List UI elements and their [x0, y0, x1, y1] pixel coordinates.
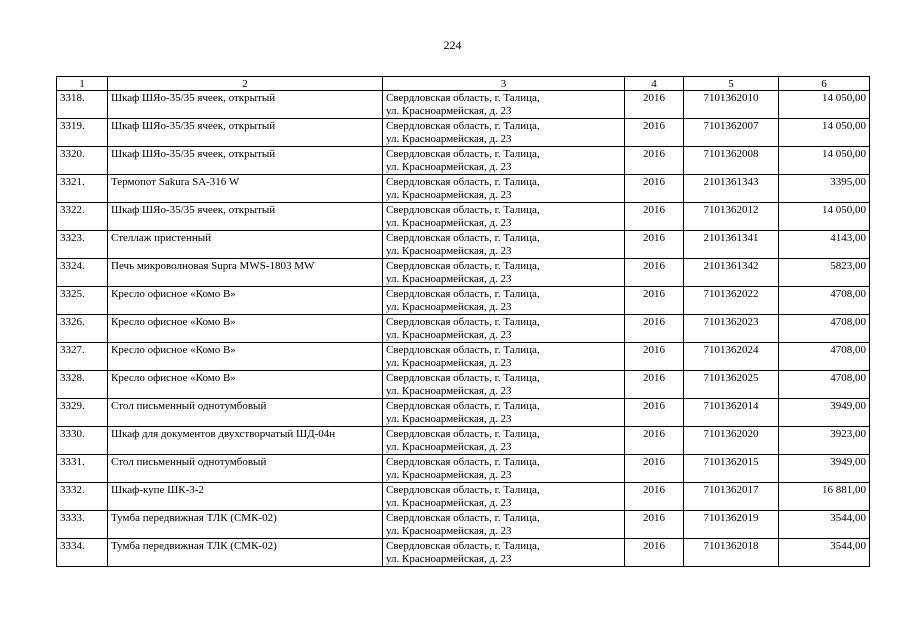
table-row: [57, 231, 870, 259]
address-line-region: Свердловская область, г. Талица,: [386, 428, 540, 440]
item-name: Шкаф ШЯо-35/35 ячеек, открытый: [108, 91, 383, 119]
row-number: 3332.: [57, 483, 108, 511]
item-year: 2016: [625, 147, 684, 175]
table-row: [57, 175, 870, 203]
row-number: 3330.: [57, 427, 108, 455]
page-number: 224: [443, 38, 462, 52]
row-number: 3323.: [57, 231, 108, 259]
item-year: 2016: [625, 315, 684, 343]
table-row: [57, 455, 870, 483]
row-number: 3331.: [57, 455, 108, 483]
item-cost: 3544,00: [779, 539, 870, 567]
address-line-street: ул. Красноармейская, д. 23: [386, 329, 512, 341]
address-line-street: ул. Красноармейская, д. 23: [386, 273, 512, 285]
item-address: [383, 483, 625, 511]
table-row: [57, 371, 870, 399]
item-name: Шкаф ШЯо-35/35 ячеек, открытый: [108, 119, 383, 147]
item-address: [383, 91, 625, 119]
address-line-region: Свердловская область, г. Талица,: [386, 456, 540, 468]
item-year: 2016: [625, 539, 684, 567]
item-year: 2016: [625, 259, 684, 287]
row-number: 3324.: [57, 259, 108, 287]
inventory-number: 7101362025: [684, 371, 779, 399]
row-number: 3325.: [57, 287, 108, 315]
inventory-number: 2101361342: [684, 259, 779, 287]
item-address: [383, 119, 625, 147]
item-year: 2016: [625, 371, 684, 399]
table-row: [57, 399, 870, 427]
address-line-region: Свердловская область, г. Талица,: [386, 372, 540, 384]
row-number: 3321.: [57, 175, 108, 203]
address-line-street: ул. Красноармейская, д. 23: [386, 553, 512, 565]
inventory-number: 7101362010: [684, 91, 779, 119]
inventory-number: 7101362017: [684, 483, 779, 511]
item-year: 2016: [625, 287, 684, 315]
column-header-4: 4: [625, 77, 684, 91]
item-name: Стол письменный однотумбовый: [108, 455, 383, 483]
item-cost: 4143,00: [779, 231, 870, 259]
address-line-region: Свердловская область, г. Талица,: [386, 120, 540, 132]
table-row: [57, 91, 870, 119]
address-line-region: Свердловская область, г. Талица,: [386, 512, 540, 524]
inventory-number: 7101362012: [684, 203, 779, 231]
inventory-number: 7101362020: [684, 427, 779, 455]
table-header: [57, 77, 870, 91]
item-address: [383, 371, 625, 399]
item-address: [383, 287, 625, 315]
item-name: Кресло офисное «Комо В»: [108, 343, 383, 371]
address-line-region: Свердловская область, г. Талица,: [386, 288, 540, 300]
item-name: Кресло офисное «Комо В»: [108, 287, 383, 315]
item-name: Шкаф ШЯо-35/35 ячеек, открытый: [108, 147, 383, 175]
address-line-region: Свердловская область, г. Талица,: [386, 232, 540, 244]
inventory-number: 7101362015: [684, 455, 779, 483]
item-address: [383, 259, 625, 287]
item-year: 2016: [625, 483, 684, 511]
header-row: [57, 77, 870, 91]
item-cost: 3949,00: [779, 455, 870, 483]
inventory-number: 2101361341: [684, 231, 779, 259]
address-line-street: ул. Красноармейская, д. 23: [386, 469, 512, 481]
address-line-street: ул. Красноармейская, д. 23: [386, 217, 512, 229]
inventory-number: 7101362008: [684, 147, 779, 175]
address-line-region: Свердловская область, г. Талица,: [386, 204, 540, 216]
table-row: [57, 539, 870, 567]
table-row: [57, 287, 870, 315]
item-year: 2016: [625, 203, 684, 231]
inventory-number: 7101362023: [684, 315, 779, 343]
inventory-number: 2101361343: [684, 175, 779, 203]
column-header-2: 2: [108, 77, 383, 91]
row-number: 3319.: [57, 119, 108, 147]
item-year: 2016: [625, 455, 684, 483]
item-year: 2016: [625, 231, 684, 259]
column-header-1: 1: [57, 77, 108, 91]
address-line-region: Свердловская область, г. Талица,: [386, 92, 540, 104]
item-year: 2016: [625, 119, 684, 147]
item-address: [383, 399, 625, 427]
address-line-region: Свердловская область, г. Талица,: [386, 344, 540, 356]
row-number: 3326.: [57, 315, 108, 343]
address-line-street: ул. Красноармейская, д. 23: [386, 385, 512, 397]
item-address: [383, 147, 625, 175]
table-body: [57, 91, 870, 567]
table-row: [57, 483, 870, 511]
address-line-street: ул. Красноармейская, д. 23: [386, 161, 512, 173]
address-line-street: ул. Красноармейская, д. 23: [386, 525, 512, 537]
item-name: Печь микроволновая Supra MWS-1803 MW: [108, 259, 383, 287]
item-address: [383, 175, 625, 203]
item-name: Шкаф для документов двухстворчатый ШД-04н: [108, 427, 383, 455]
table-row: [57, 511, 870, 539]
address-line-street: ул. Красноармейская, д. 23: [386, 497, 512, 509]
item-year: 2016: [625, 175, 684, 203]
address-line-street: ул. Красноармейская, д. 23: [386, 301, 512, 313]
row-number: 3327.: [57, 343, 108, 371]
item-year: 2016: [625, 511, 684, 539]
item-address: [383, 315, 625, 343]
item-name: Тумба передвижная ТЛК (СМК-02): [108, 511, 383, 539]
address-line-region: Свердловская область, г. Талица,: [386, 484, 540, 496]
column-header-6: 6: [779, 77, 870, 91]
item-cost: 14 050,00: [779, 203, 870, 231]
item-cost: 4708,00: [779, 371, 870, 399]
item-address: [383, 539, 625, 567]
item-address: [383, 511, 625, 539]
address-line-street: ул. Красноармейская, д. 23: [386, 105, 512, 117]
address-line-street: ул. Красноармейская, д. 23: [386, 133, 512, 145]
item-year: 2016: [625, 399, 684, 427]
address-line-region: Свердловская область, г. Талица,: [386, 540, 540, 552]
inventory-number: 7101362007: [684, 119, 779, 147]
column-header-3: 3: [383, 77, 625, 91]
item-cost: 16 881,00: [779, 483, 870, 511]
table-row: [57, 343, 870, 371]
address-line-street: ул. Красноармейская, д. 23: [386, 245, 512, 257]
inventory-number: 7101362018: [684, 539, 779, 567]
item-cost: 4708,00: [779, 287, 870, 315]
item-name: Термопот Sakura SA-316 W: [108, 175, 383, 203]
item-address: [383, 231, 625, 259]
item-cost: 14 050,00: [779, 119, 870, 147]
item-year: 2016: [625, 427, 684, 455]
address-line-region: Свердловская область, г. Талица,: [386, 176, 540, 188]
item-cost: 3544,00: [779, 511, 870, 539]
row-number: 3322.: [57, 203, 108, 231]
address-line-region: Свердловская область, г. Талица,: [386, 148, 540, 160]
item-address: [383, 203, 625, 231]
item-cost: 3949,00: [779, 399, 870, 427]
column-header-5: 5: [684, 77, 779, 91]
item-address: [383, 427, 625, 455]
address-line-region: Свердловская область, г. Талица,: [386, 400, 540, 412]
table-row: [57, 119, 870, 147]
address-line-street: ул. Красноармейская, д. 23: [386, 357, 512, 369]
item-name: Стеллаж пристенный: [108, 231, 383, 259]
row-number: 3329.: [57, 399, 108, 427]
item-year: 2016: [625, 91, 684, 119]
table-row: [57, 203, 870, 231]
item-name: Шкаф-купе ШК-3-2: [108, 483, 383, 511]
inventory-number: 7101362022: [684, 287, 779, 315]
inventory-number: 7101362024: [684, 343, 779, 371]
property-registry-table: [56, 76, 870, 567]
item-cost: 14 050,00: [779, 147, 870, 175]
table-row: [57, 259, 870, 287]
item-cost: 5823,00: [779, 259, 870, 287]
item-cost: 3923,00: [779, 427, 870, 455]
item-name: Кресло офисное «Комо В»: [108, 371, 383, 399]
row-number: 3333.: [57, 511, 108, 539]
item-cost: 4708,00: [779, 343, 870, 371]
item-name: Шкаф ШЯо-35/35 ячеек, открытый: [108, 203, 383, 231]
item-cost: 14 050,00: [779, 91, 870, 119]
address-line-region: Свердловская область, г. Талица,: [386, 260, 540, 272]
row-number: 3318.: [57, 91, 108, 119]
address-line-street: ул. Красноармейская, д. 23: [386, 413, 512, 425]
item-name: Кресло офисное «Комо В»: [108, 315, 383, 343]
table-row: [57, 147, 870, 175]
item-name: Стол письменный однотумбовый: [108, 399, 383, 427]
address-line-street: ул. Красноармейская, д. 23: [386, 441, 512, 453]
item-name: Тумба передвижная ТЛК (СМК-02): [108, 539, 383, 567]
table-row: [57, 315, 870, 343]
inventory-number: 7101362019: [684, 511, 779, 539]
table-row: [57, 427, 870, 455]
row-number: 3328.: [57, 371, 108, 399]
address-line-street: ул. Красноармейская, д. 23: [386, 189, 512, 201]
item-year: 2016: [625, 343, 684, 371]
inventory-number: 7101362014: [684, 399, 779, 427]
row-number: 3320.: [57, 147, 108, 175]
item-address: [383, 455, 625, 483]
item-cost: 3395,00: [779, 175, 870, 203]
item-address: [383, 343, 625, 371]
address-line-region: Свердловская область, г. Талица,: [386, 316, 540, 328]
row-number: 3334.: [57, 539, 108, 567]
item-cost: 4708,00: [779, 315, 870, 343]
